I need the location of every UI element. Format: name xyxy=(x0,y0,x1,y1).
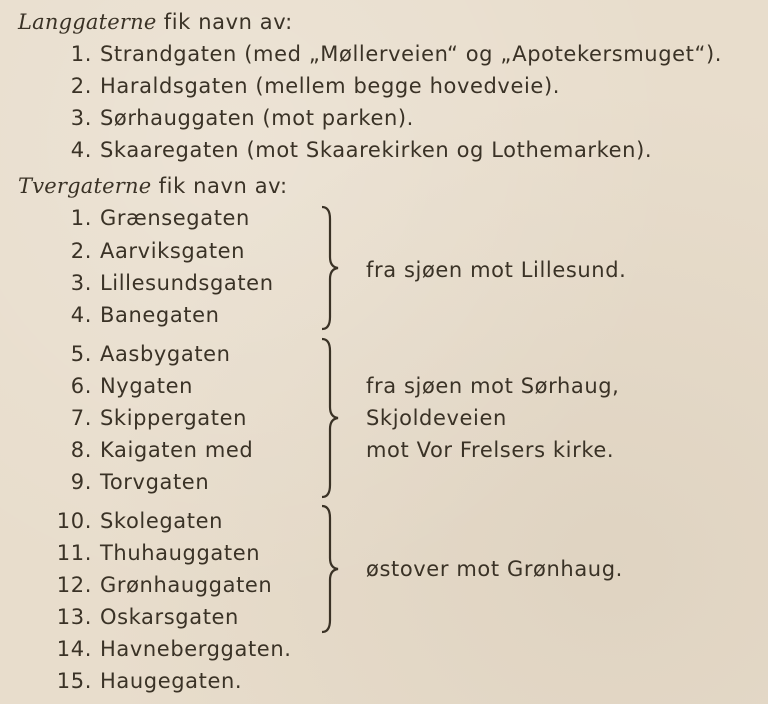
langgater-heading-term: Langgaterne xyxy=(18,10,157,34)
langgater-heading-rest: fik navn av: xyxy=(163,10,293,34)
brace-group-2 xyxy=(318,337,332,499)
group-2-destination-line-1: fra sjøen mot Sørhaug, xyxy=(366,374,620,398)
tvergate-item: 2. Aarviksgaten xyxy=(70,239,246,263)
tvergater-heading-term: Tvergaterne xyxy=(18,174,152,198)
group-3-destination: østover mot Grønhaug. xyxy=(366,557,623,581)
group-2-destination-line-3: mot Vor Frelsers kirke. xyxy=(366,438,615,462)
langgate-item: 1. Strandgaten (med „Møllerveien“ og „Apotekersmuget“). xyxy=(70,42,723,66)
tvergate-item: 4. Banegaten xyxy=(70,303,220,327)
tvergater-heading xyxy=(18,176,288,197)
tvergate-item: 8. Kaigaten med xyxy=(70,438,254,462)
tvergate-item: 10. Skolegaten xyxy=(56,509,224,533)
tvergate-item: 14. Havneberggaten. xyxy=(56,637,292,661)
langgater-heading xyxy=(18,12,293,33)
tvergate-item: 6. Nygaten xyxy=(70,374,193,398)
tvergate-item: 12. Grønhauggaten xyxy=(56,573,273,597)
langgate-item: 3. Sørhauggaten (mot parken). xyxy=(70,106,414,130)
tvergate-item: 11. Thuhauggaten xyxy=(56,541,261,565)
group-2-destination-line-2: Skjoldeveien xyxy=(366,406,507,430)
brace-group-3 xyxy=(318,504,332,634)
tvergate-item: 13. Oskarsgaten xyxy=(56,605,239,629)
tvergate-item: 9. Torvgaten xyxy=(70,470,210,494)
group-1-destination: fra sjøen mot Lillesund. xyxy=(366,258,627,282)
tvergate-item: 3. Lillesundsgaten xyxy=(70,271,274,295)
tvergate-item: 15. Haugegaten. xyxy=(56,669,243,693)
tvergate-item: 5. Aasbygaten xyxy=(70,342,231,366)
tvergater-heading-rest: fik navn av: xyxy=(158,174,288,198)
langgate-item: 4. Skaaregaten (mot Skaarekirken og Lothemarken). xyxy=(70,138,653,162)
langgate-item: 2. Haraldsgaten (mellem begge hovedveie). xyxy=(70,74,561,98)
tvergate-item: 1. Grænsegaten xyxy=(70,206,250,230)
tvergate-item: 7. Skippergaten xyxy=(70,406,248,430)
brace-group-1 xyxy=(318,205,332,331)
